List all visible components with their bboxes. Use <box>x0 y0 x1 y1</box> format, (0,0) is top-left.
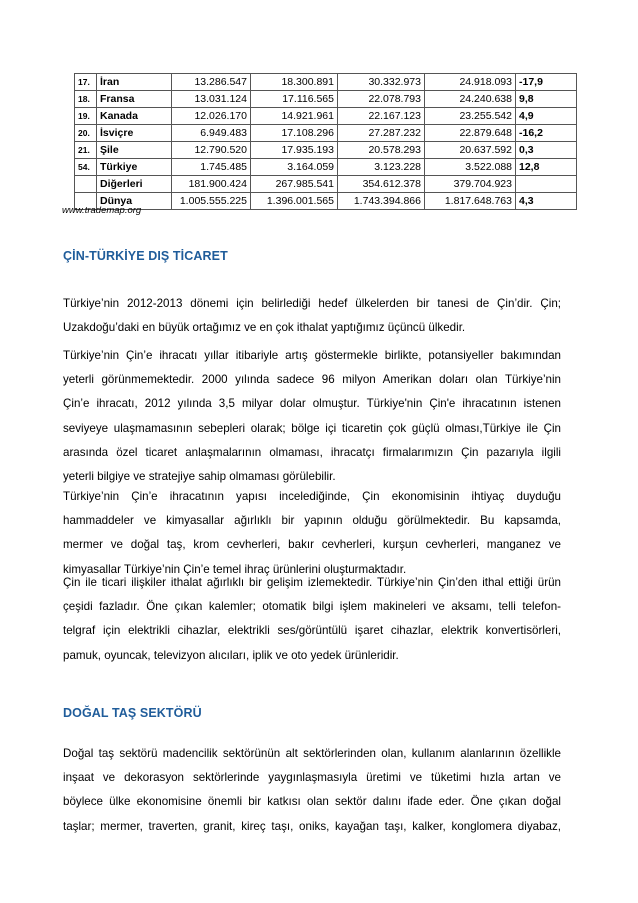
text-line: böylece ülke ekonomisine önemli bir katkısı olan sektör dalını ifade eder. Öne çıkan doğal <box>63 795 561 809</box>
text-line: seviyeye ulaşmamasının sebepleri olarak; bölge içi ticaretin çok güçlü olması,Türkiye ile Çin <box>63 421 561 435</box>
row-value: 22.879.648 <box>425 125 516 142</box>
row-value: 1.743.394.866 <box>338 193 425 210</box>
row-rank: 18. <box>75 91 97 108</box>
row-change <box>516 176 577 193</box>
row-value: 6.949.483 <box>172 125 251 142</box>
text-line: Çin’e ihracatı, 2012 yılında 3,5 milyar dolar olmuştur. Türkiye'nin Çin'e ihracatının istenen <box>63 397 561 411</box>
paragraph <box>63 742 561 839</box>
table-source: www.trademap.org <box>62 205 142 216</box>
row-value: 17.935.193 <box>251 142 338 159</box>
text-line: çeşidi fazladır. Öne çıkan kalemler; otomatik bilgi işlem makineleri ve aksamı, telli telefon- <box>63 600 561 614</box>
row-change: 4,9 <box>516 108 577 125</box>
row-value: 24.918.093 <box>425 74 516 91</box>
text-line: Türkiye’nin 2012-2013 dönemi için belirlediği hedef ülkelerden bir tanesi de Çin’dir. Çin; <box>63 297 561 310</box>
row-value: 1.817.648.763 <box>425 193 516 210</box>
text-line: yeterli bilgiye ve stratejiye sahip olmaması görülebilir. <box>63 469 336 483</box>
row-value: 23.255.542 <box>425 108 516 125</box>
row-country: Diğerleri <box>97 176 172 193</box>
trade-table <box>74 73 577 210</box>
row-value: 12.026.170 <box>172 108 251 125</box>
row-change: 0,3 <box>516 142 577 159</box>
text-line: yeterli görünmemektedir. 2000 yılında sadece 96 milyon Amerikan doları olan Türkiye’nin <box>63 373 561 387</box>
row-value: 1.005.555.225 <box>172 193 251 210</box>
row-value: 3.164.059 <box>251 159 338 176</box>
text-line: taşlar; mermer, traverten, granit, kireç taşı, oniks, kayağan taşı, kalker, konglomera diyabaz, <box>63 819 561 833</box>
table-row <box>75 74 577 91</box>
row-value: 30.332.973 <box>338 74 425 91</box>
row-value: 181.900.424 <box>172 176 251 193</box>
paragraph <box>63 485 561 582</box>
text-line: mermer ve doğal taş, krom cevherleri, bakır cevherleri, kurşun cevherleri, manganez ve <box>63 538 561 552</box>
row-value: 3.123.228 <box>338 159 425 176</box>
row-value: 1.745.485 <box>172 159 251 176</box>
row-change: 12,8 <box>516 159 577 176</box>
text-line: Çin ile ticari ilişkiler ithalat ağırlıklı bir gelişim izlemektedir. Türkiye’nin Çin’den ithal ettiği ürün <box>63 576 561 589</box>
row-rank: 20. <box>75 125 97 142</box>
text-line: pamuk, oyuncak, televizyon alıcıları, iplik ve oto yedek ürünleridir. <box>63 648 399 662</box>
row-country: Türkiye <box>97 159 172 176</box>
text-line: hammaddeler ve kimyasallar ağırlıklı bir yapının olduğu görülmektedir. Bu kapsamda, <box>63 514 561 528</box>
row-rank <box>75 176 97 193</box>
section-heading-natural-stone: DOĞAL TAŞ SEKTÖRÜ <box>63 706 202 720</box>
table-row <box>75 193 577 210</box>
row-value: 13.286.547 <box>172 74 251 91</box>
row-rank: 21. <box>75 142 97 159</box>
row-value: 20.578.293 <box>338 142 425 159</box>
row-change: -17,9 <box>516 74 577 91</box>
row-value: 18.300.891 <box>251 74 338 91</box>
row-value: 3.522.088 <box>425 159 516 176</box>
row-change: 4,3 <box>516 193 577 210</box>
row-value: 17.108.296 <box>251 125 338 142</box>
row-value: 24.240.638 <box>425 91 516 108</box>
paragraph <box>63 571 561 668</box>
row-rank: 54. <box>75 159 97 176</box>
row-country: Fransa <box>97 91 172 108</box>
text-line: Doğal taş sektörü madencilik sektörünün alt sektörlerinden olan, kullanım alanlarının özellikle <box>63 747 561 760</box>
text-line: inşaat ve dekorasyon sektörlerinde yaygınlaşmasıyla üretimi ve tüketimi hızla artan ve <box>63 771 561 785</box>
table-row <box>75 176 577 193</box>
row-value: 17.116.565 <box>251 91 338 108</box>
paragraph <box>63 292 561 340</box>
row-rank: 19. <box>75 108 97 125</box>
table-row <box>75 159 577 176</box>
row-value: 354.612.378 <box>338 176 425 193</box>
section-heading-china-turkey: ÇİN-TÜRKİYE DIŞ TİCARET <box>63 249 228 263</box>
table-row <box>75 108 577 125</box>
row-country: İran <box>97 74 172 91</box>
row-value: 12.790.520 <box>172 142 251 159</box>
table-row <box>75 91 577 108</box>
table-row <box>75 125 577 142</box>
row-value: 1.396.001.565 <box>251 193 338 210</box>
row-change: -16,2 <box>516 125 577 142</box>
row-country: Dünya <box>97 193 172 210</box>
row-value: 22.078.793 <box>338 91 425 108</box>
row-value: 27.287.232 <box>338 125 425 142</box>
row-change: 9,8 <box>516 91 577 108</box>
text-line: kimyasallar Türkiye’nin Çin’e temel ihraç ürünlerini oluşturmaktadır. <box>63 562 407 576</box>
row-country: Kanada <box>97 108 172 125</box>
row-country: Şile <box>97 142 172 159</box>
table-row <box>75 142 577 159</box>
row-value: 22.167.123 <box>338 108 425 125</box>
paragraph <box>63 344 561 489</box>
text-line: Türkiye’nin Çin’e ihracatının yapısı incelediğinde, Çin ekonomisinin ihtiyaç duyduğu <box>63 490 561 503</box>
row-country: İsviçre <box>97 125 172 142</box>
text-line: arasında özel ticaret anlaşmalarının olmaması, ihracatçı firmalarımızın Çin pazarıyla ilgili <box>63 445 561 459</box>
row-value: 14.921.961 <box>251 108 338 125</box>
text-line: Uzakdoğu’daki en büyük ortağımız ve en çok ithalat yaptığımız üçüncü ülkedir. <box>63 321 466 335</box>
row-value: 20.637.592 <box>425 142 516 159</box>
row-value: 267.985.541 <box>251 176 338 193</box>
row-value: 13.031.124 <box>172 91 251 108</box>
text-line: Türkiye’nin Çin’e ihracatı yıllar itibariyle artış göstermekle birlikte, potansiyeller bakımından <box>63 349 561 362</box>
row-value: 379.704.923 <box>425 176 516 193</box>
text-line: telgraf için elektrikli cihazlar, elektrikli ses/görüntülü işaret cihazlar, elektrik konvertisörleri, <box>63 624 561 638</box>
row-rank: 17. <box>75 74 97 91</box>
